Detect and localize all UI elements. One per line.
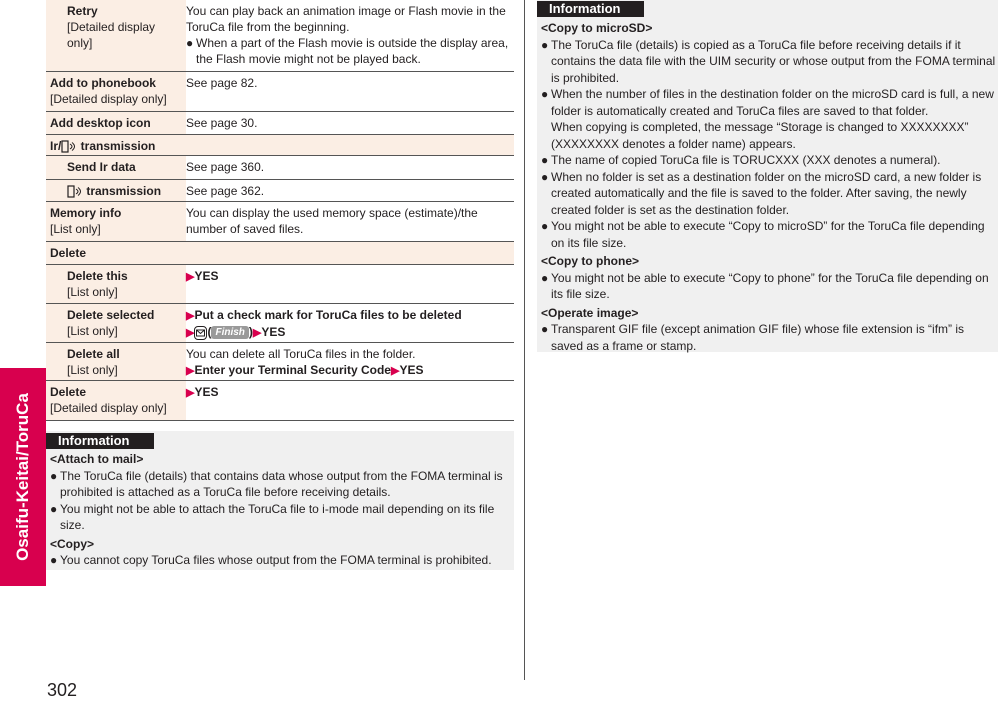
table-row-ic-transmission: transmission See page 362.	[46, 180, 514, 202]
bullet-icon: ●	[541, 87, 549, 101]
finish-softkey-label: Finish	[211, 326, 248, 339]
information-box-left: Information <Attach to mail> ● The ToruCa file (details) that contains data whose output from the FOMA terminal is prohibited is attached as a ToruCa file before receiving details. ● You might not be able to attach the ToruCa file to i-mode mail depending on its file size. <Copy> ● You cannot copy ToruCa files whose output from the FOMA terminal is prohibited.	[46, 431, 514, 570]
table-row-delete-detailed: Delete [Detailed display only] ▶YES	[46, 381, 514, 421]
bullet-icon: ●	[541, 219, 549, 233]
table-row-ir-group: Ir/ transmission	[46, 135, 514, 156]
ic-transmission-icon	[67, 185, 83, 198]
arrow-icon: ▶	[186, 387, 195, 399]
row-description: You can play back an animation image or Flash movie in the ToruCa file from the beginning. ● When a part of the Flash movie is outside the display area, the Flash movie might not be played back.	[186, 4, 509, 66]
arrow-icon: ▶	[186, 365, 195, 377]
table-row-send-ir: Send Ir data See page 360.	[46, 156, 514, 180]
column-divider	[524, 0, 525, 680]
row-label: Retry [Detailed display only]	[63, 0, 186, 71]
bullet-icon: ●	[186, 36, 194, 50]
bullet-icon: ●	[541, 169, 549, 184]
page-number: 302	[47, 680, 78, 700]
arrow-icon: ▶	[252, 327, 262, 339]
bullet-icon: ●	[50, 553, 58, 567]
table-row-delete-this: Delete this [List only] ▶YES	[46, 265, 514, 304]
bullet-icon: ●	[541, 322, 549, 336]
bullet-icon: ●	[541, 153, 549, 167]
bullet-icon: ●	[541, 270, 549, 285]
table-row-add-phonebook: Add to phonebook [Detailed display only] See page 82.	[46, 72, 514, 112]
ic-transmission-icon	[61, 140, 77, 153]
table-row-memory-info: Memory info [List only] You can display the used memory space (estimate)/the number of saved files.	[46, 202, 514, 242]
information-title: Information	[46, 433, 154, 449]
information-title: Information	[537, 1, 644, 17]
arrow-icon: ▶	[390, 365, 400, 377]
arrow-icon: ▶	[186, 310, 195, 322]
arrow-icon: ▶	[186, 327, 195, 339]
bullet-icon: ●	[50, 468, 58, 483]
table-row-delete-group: Delete	[46, 242, 514, 265]
section-side-tab-label: Osaifu-Keitai/ToruCa	[13, 393, 32, 561]
table-row-retry	[46, 0, 514, 72]
mail-key-icon	[194, 326, 207, 340]
table-row-delete-all: Delete all [List only] You can delete all ToruCa files in the folder. ▶Enter your Terminal Security Code▶YES	[46, 343, 514, 381]
table-row-add-desktop: Add desktop icon See page 30.	[46, 112, 514, 135]
bullet-icon: ●	[50, 501, 58, 516]
arrow-icon: ▶	[186, 271, 195, 283]
bullet-icon: ●	[541, 37, 549, 52]
table-row-delete-selected: Delete selected [List only] ▶Put a check mark for ToruCa files to be deleted ▶ ( Finish )▶YES	[46, 304, 514, 343]
information-box-right: Information <Copy to microSD> ● The ToruCa file (details) is copied as a ToruCa file before receiving details if it contains the data file with the UIM security or whose output from the FOMA terminal is prohibited. ● When the number of files in the destination folder on the microSD card is full, a new folder is automatically created and ToruCa files are saved to that folder. When copying is completed, the message “Storage is changed to XXXXXXXX” (XXXXXXXX denotes a folder name) appears. ● The name of copied ToruCa file is TORUCXXX (XXX denotes a numeral). ● When no folder is set as a destination folder on the microSD card, a new folder is created automatically and the file is saved to the folder. After saving, the newly created folder is set as the destination folder. ● You might not be able to execute “Copy to microSD” for the ToruCa file depending on its file size. <Copy to phone> ● You might not be able to execute “Copy to phone” for the ToruCa file depending on its file size. <Operate image> ● Transparent GIF file (except animation GIF file) whose file extension is “ifm” is saved as a frame or stamp.	[537, 0, 998, 352]
